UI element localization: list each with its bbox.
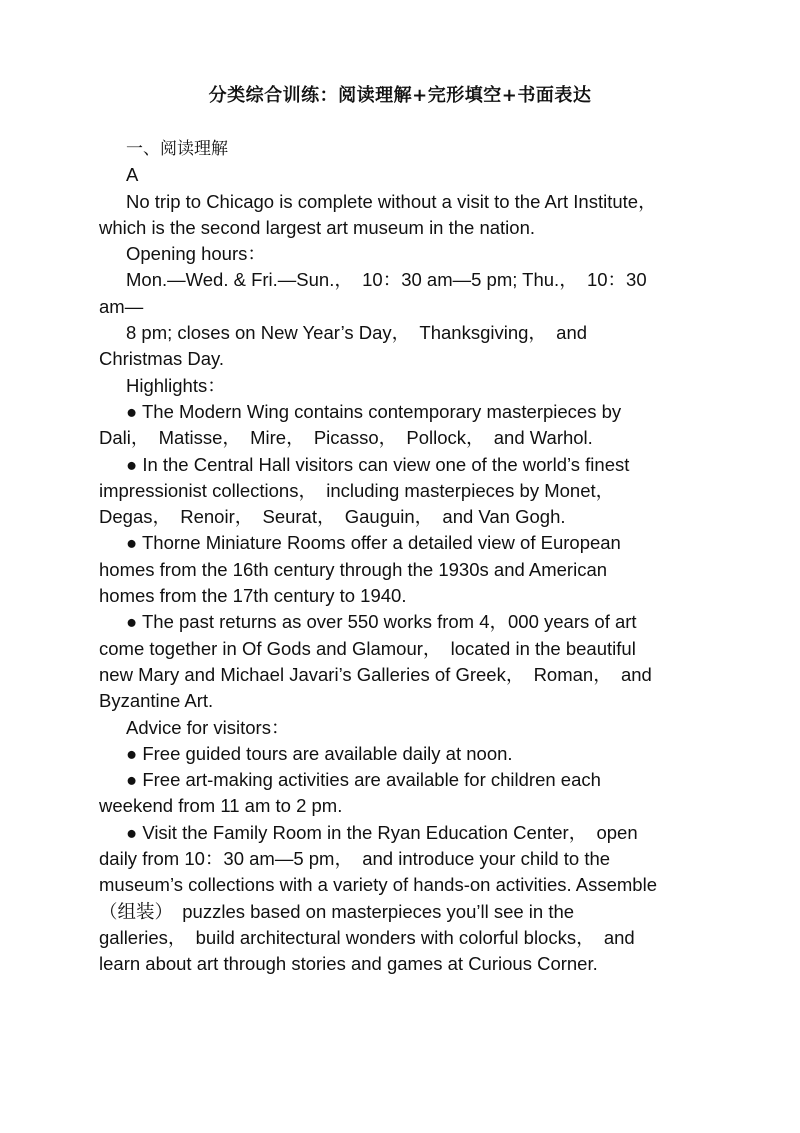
- text-line: am—: [99, 295, 144, 317]
- text-line: Dali， Matisse， Mire， Picasso， Pollock， and Warhol.: [99, 427, 593, 449]
- text-line: No trip to Chicago is complete without a visit to the Art Institute，: [126, 190, 657, 212]
- text-line: Byzantine Art.: [99, 690, 214, 712]
- text-line: museum’s collections with a variety of hands-on activities. Assemble: [99, 874, 657, 896]
- text-line: Opening hours：: [126, 243, 266, 265]
- text-line: ● Visit the Family Room in the Ryan Education Center， open: [126, 821, 638, 843]
- text-line: learn about art through stories and games at Curious Corner.: [99, 953, 598, 975]
- document-body: [99, 136, 719, 978]
- text-line: ● Free guided tours are available daily at noon.: [126, 742, 513, 764]
- passage-label: A: [126, 164, 139, 186]
- text-line: （组装） puzzles based on masterpieces you’ll see in the: [99, 900, 575, 922]
- text-line: impressionist collections， including masterpieces by Monet，: [99, 479, 615, 501]
- text-line: ● The past returns as over 550 works from 4，000 years of art: [126, 611, 637, 633]
- text-line: ● The Modern Wing contains contemporary masterpieces by: [126, 400, 622, 422]
- text-line: homes from the 16th century through the 1930s and American: [99, 558, 608, 580]
- section-heading: 一、阅读理解: [126, 139, 228, 159]
- text-line: Degas， Renoir， Seurat， Gauguin， and Van Gogh.: [99, 506, 566, 528]
- text-line: galleries， build architectural wonders with colorful blocks， and: [99, 926, 635, 948]
- text-line: homes from the 17th century to 1940.: [99, 585, 407, 607]
- text-line: new Mary and Michael Javari’s Galleries of Greek， Roman， and: [99, 663, 652, 685]
- text-line: Advice for visitors：: [126, 716, 290, 738]
- page-title: 分类综合训练：阅读理解+完形填空+书面表达: [208, 85, 592, 106]
- text-line: ● Thorne Miniature Rooms offer a detailed view of European: [126, 532, 621, 554]
- text-line: Christmas Day.: [99, 348, 225, 370]
- text-line: come together in Of Gods and Glamour， located in the beautiful: [99, 637, 636, 659]
- text-line: weekend from 11 am to 2 pm.: [99, 795, 343, 817]
- text-line: Highlights：: [126, 374, 226, 396]
- text-line: ● In the Central Hall visitors can view one of the world’s finest: [126, 453, 630, 475]
- text-line: ● Free art-making activities are available for children each: [126, 769, 601, 791]
- text-line: 8 pm; closes on New Year’s Day， Thanksgiving， and: [126, 322, 588, 344]
- text-line: Mon.—Wed. & Fri.—Sun.， 10：30 am—5 pm; Thu.， 10：30: [126, 269, 647, 291]
- text-line: daily from 10：30 am—5 pm， and introduce your child to the: [99, 848, 611, 870]
- text-line: which is the second largest art museum in the nation.: [99, 216, 536, 238]
